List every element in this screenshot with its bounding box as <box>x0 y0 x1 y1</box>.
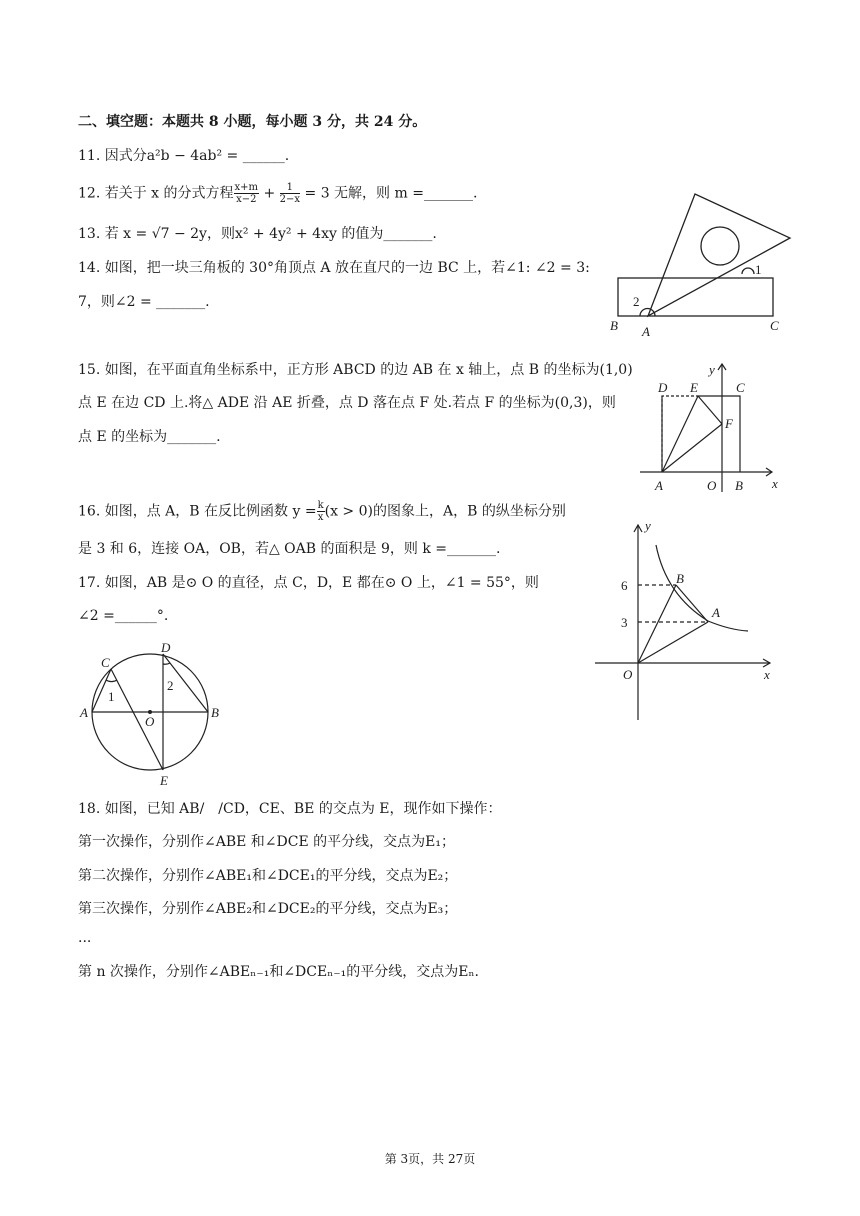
line-EF <box>698 396 722 424</box>
fig15-label-C: C <box>736 380 745 395</box>
question-18-line-6: 第 n 次操作，分别作∠ABEₙ₋₁和∠DCEₙ₋₁的平分线，交点为Eₙ. <box>78 964 479 980</box>
fig17-label-B: B <box>211 705 219 720</box>
fig17-label-C: C <box>101 655 110 670</box>
q12-plus: + <box>259 185 280 202</box>
triangle-hole <box>701 227 739 265</box>
fig14-label-1: 1 <box>755 262 762 277</box>
section-heading: 二、填空题：本题共 8 小题，每小题 3 分，共 24 分。 <box>78 114 427 130</box>
fig15-label-x: x <box>772 476 778 491</box>
question-18-line-3: 第二次操作，分别作∠ABE₁和∠DCE₁的平分线，交点为E₂； <box>78 868 458 884</box>
fig17-label-2: 2 <box>167 678 174 693</box>
fig14-label-A: A <box>642 324 650 339</box>
q12-pre: 12. 若关于 x 的分式方程 <box>78 185 234 202</box>
q16-pre: 16. 如图，点 A，B 在反比例函数 y = <box>78 503 317 520</box>
fig14-label-2: 2 <box>633 294 640 309</box>
question-11: 11. 因式分a²b − 4ab² = ______. <box>78 148 290 164</box>
angle-1-arc <box>106 680 117 682</box>
triangle-plate <box>648 194 790 316</box>
question-17-line-2: ∠2 =______°. <box>78 608 169 624</box>
fig15-label-y: y <box>709 362 715 377</box>
fig16-label-A: A <box>712 605 720 620</box>
question-17-line-1: 17. 如图，AB 是⊙ O 的直径，点 C，D，E 都在⊙ O 上，∠1 = 55°，则 <box>78 575 539 591</box>
q16-fraction <box>317 500 325 523</box>
chord-CE <box>111 669 163 770</box>
fig15-label-O: O <box>707 478 717 493</box>
question-14-line-1: 14. 如图，把一块三角板的 30°角顶点 A 放在直尺的一边 BC 上，若∠1: ∠2 = 3: <box>78 260 590 276</box>
figure-17-circle <box>75 636 235 788</box>
question-16-line-2: 是 3 和 6，连接 OA，OB，若△ OAB 的面积是 9，则 k =_______. <box>78 541 501 557</box>
q16-frac-num: k <box>317 500 324 511</box>
q12-fraction-2 <box>280 182 300 205</box>
q12-post: = 3 无解，则 m =_______. <box>300 185 478 202</box>
fig17-label-A: A <box>80 705 88 720</box>
fig16-label-B: B <box>676 571 684 586</box>
angle-2-arc <box>163 663 170 664</box>
q12-fraction-1 <box>234 182 260 205</box>
angle-2-arc <box>640 309 655 317</box>
line-AF <box>662 424 722 472</box>
question-14-line-2: 7，则∠2 = _______. <box>78 294 210 310</box>
question-13: 13. 若 x = √7 − 2y，则x² + 4y² + 4xy 的值为_______. <box>78 226 437 242</box>
angle-1-arc <box>742 268 754 274</box>
ruler-rect <box>618 278 773 316</box>
figure-15-square-fold <box>640 352 785 497</box>
fig16-label-6: 6 <box>621 578 628 593</box>
fig15-label-D: D <box>658 380 668 395</box>
q16-post: (x > 0)的图象上，A，B 的纵坐标分别 <box>324 503 566 520</box>
fig15-label-B: B <box>735 478 743 493</box>
fig14-label-C: C <box>770 318 779 333</box>
question-18-line-2: 第一次操作，分别作∠ABE 和∠DCE 的平分线，交点为E₁； <box>78 834 455 850</box>
fig16-label-3: 3 <box>621 615 628 630</box>
fold-line-AE <box>662 396 698 472</box>
figure-16-inverse-function <box>590 515 780 725</box>
fig17-label-D: D <box>161 640 171 655</box>
q12-frac2-den: 2−x <box>279 194 301 205</box>
hyperbola-curve <box>656 545 748 631</box>
question-12 <box>78 182 477 205</box>
q12-frac2-num: 1 <box>280 182 300 194</box>
fig15-label-A: A <box>655 478 663 493</box>
fig16-label-y: y <box>645 518 651 533</box>
fig15-label-F: F <box>725 416 733 431</box>
question-15-line-2: 点 E 在边 CD 上.将△ ADE 沿 AE 折叠，点 D 落在点 F 处.若点 F 的坐标为(0,3)，则 <box>78 395 616 411</box>
question-16-line-1 <box>78 500 566 523</box>
question-15-line-1: 15. 如图，在平面直角坐标系中，正方形 ABCD 的边 AB 在 x 轴上，点 B 的坐标为(1,0) <box>78 362 633 378</box>
q16-frac-den: x <box>317 512 324 523</box>
fig17-label-E: E <box>160 773 168 788</box>
fig17-label-O: O <box>145 714 155 729</box>
square-solid-sides <box>698 396 740 472</box>
question-18-line-5: ... <box>78 930 92 946</box>
q12-frac1-den: x−2 <box>236 194 257 205</box>
segment-AB <box>676 585 708 622</box>
fig15-label-E: E <box>690 380 698 395</box>
question-15-line-3: 点 E 的坐标为_______. <box>78 429 221 445</box>
fig16-label-x: x <box>764 667 770 682</box>
fig14-label-B: B <box>610 318 618 333</box>
question-18-line-4: 第三次操作，分别作∠ABE₂和∠DCE₂的平分线，交点为E₃； <box>78 901 458 917</box>
fig16-label-O: O <box>623 667 633 682</box>
figure-14-triangle-ruler <box>600 192 825 342</box>
fig17-label-1: 1 <box>108 689 115 704</box>
page-footer: 第 3页，共 27页 <box>384 1152 476 1166</box>
question-18-line-1: 18. 如图，已知 AB/ /CD，CE、BE 的交点为 E，现作如下操作： <box>78 801 502 817</box>
q12-frac1-num: x+m <box>234 182 259 193</box>
